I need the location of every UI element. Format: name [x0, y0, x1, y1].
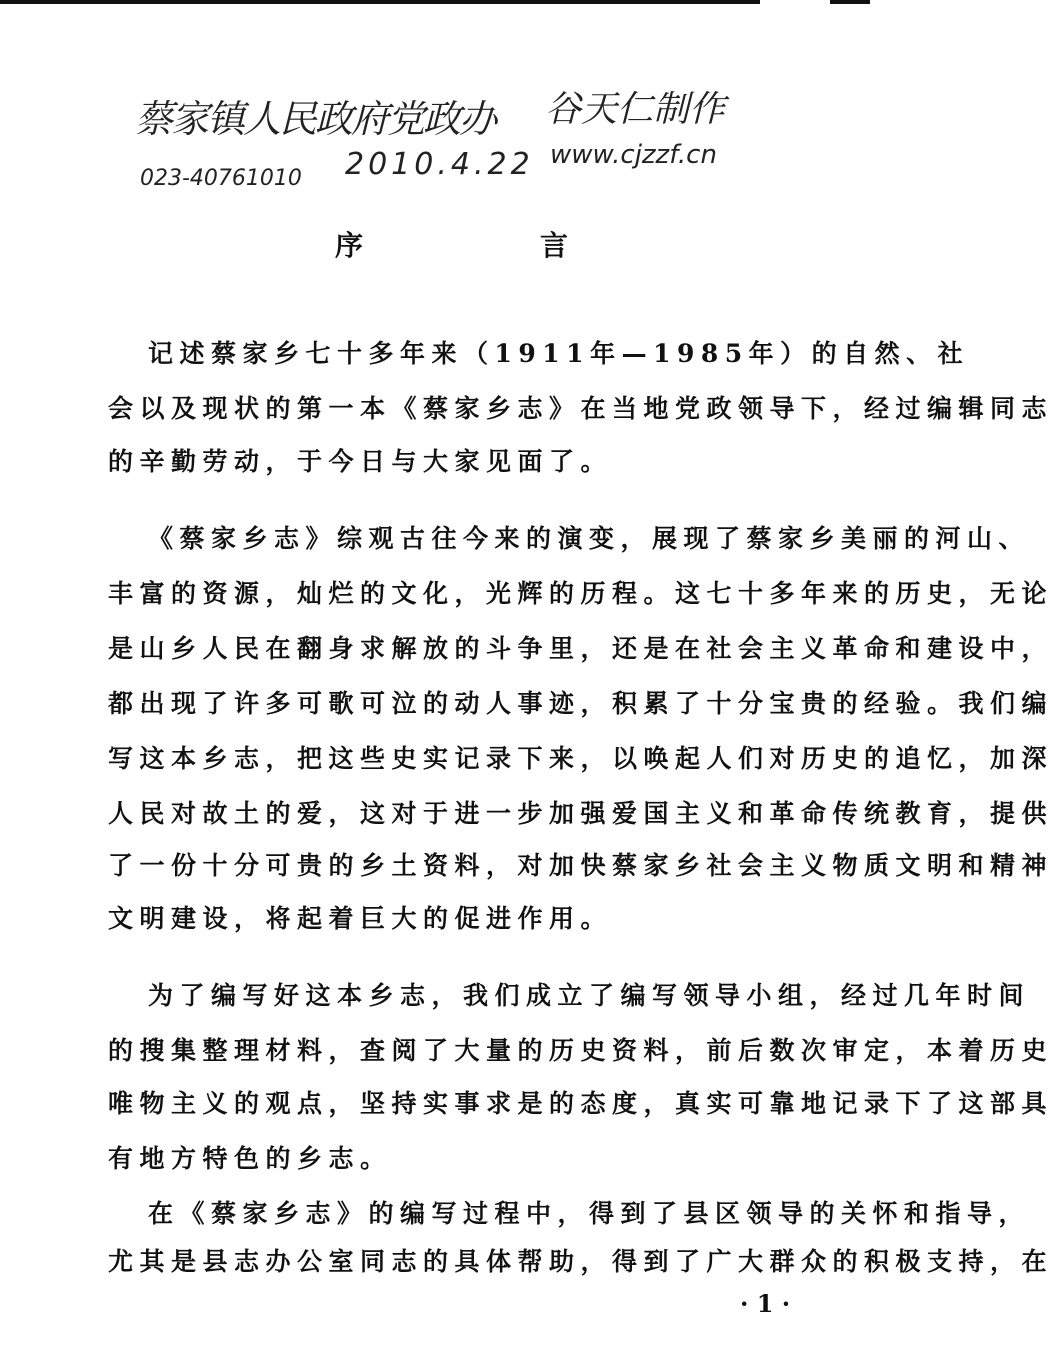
- text-line: 在《蔡家乡志》的编写过程中，得到了县区领导的关怀和指导，: [148, 1199, 1031, 1228]
- text-line: 文明建设，将起着巨大的促进作用。: [108, 904, 613, 933]
- scan-edge-line: [830, 0, 870, 4]
- text-line: 了一份十分可贵的乡土资料，对加快蔡家乡社会主义物质文明和精神: [108, 851, 1053, 880]
- text-line: 的搜集整理材料，查阅了大量的历史资料，前后数次审定，本着历史: [108, 1036, 1053, 1065]
- handwritten-office: 蔡家镇人民政府党政办: [135, 97, 496, 141]
- text-line: 唯物主义的观点，坚持实事求是的态度，真实可靠地记录下了这部具: [108, 1089, 1053, 1118]
- text-line: 《蔡家乡志》综观古往今来的演变，展现了蔡家乡美丽的河山、: [148, 524, 1031, 553]
- text-line: 的辛勤劳动，于今日与大家见面了。: [108, 447, 613, 476]
- scan-edge-line: [0, 0, 760, 4]
- text-line: 为了编写好这本乡志，我们成立了编写领导小组，经过几年时间: [148, 981, 1031, 1010]
- text-line: 记述蔡家乡七十多年来（1911年—1985年）的自然、社: [148, 339, 970, 368]
- text-line: 是山乡人民在翻身求解放的斗争里，还是在社会主义革命和建设中，: [108, 634, 1053, 663]
- text-line: 会以及现状的第一本《蔡家乡志》在当地党政领导下，经过编辑同志: [108, 394, 1053, 423]
- text-line: 人民对故土的爱，这对于进一步加强爱国主义和革命传统教育，提供: [108, 799, 1053, 828]
- title-char-2: 言: [540, 229, 569, 262]
- title-char-1: 序: [335, 229, 364, 262]
- handwritten-url: www.cjzzf.cn: [550, 140, 717, 170]
- text-line: 都出现了许多可歌可泣的动人事迹，积累了十分宝贵的经验。我们编: [108, 689, 1053, 718]
- handwritten-credit: 谷天仁制作: [545, 89, 726, 130]
- text-line: 尤其是县志办公室同志的具体帮助，得到了广大群众的积极支持，在: [108, 1247, 1053, 1276]
- text-line: 有地方特色的乡志。: [108, 1144, 392, 1173]
- handwritten-phone: 023-40761010: [140, 166, 302, 191]
- text-line: 丰富的资源，灿烂的文化，光辉的历程。这七十多年来的历史，无论: [108, 579, 1053, 608]
- text-line: 写这本乡志，把这些史实记录下来，以唤起人们对历史的追忆，加深: [108, 744, 1053, 773]
- page-number: · 1 ·: [740, 1289, 791, 1318]
- handwritten-date: 2010.4.22: [345, 147, 534, 182]
